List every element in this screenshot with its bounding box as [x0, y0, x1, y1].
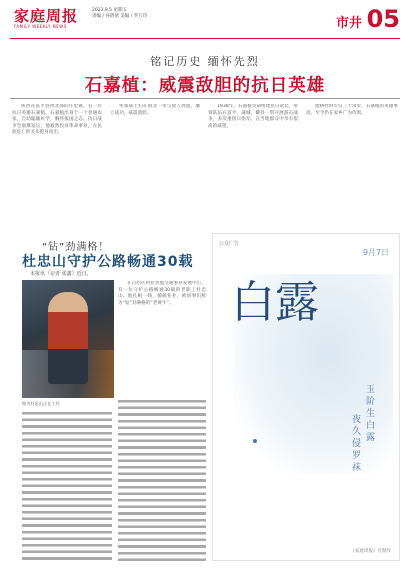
- page-number: 05: [366, 5, 400, 33]
- article2-column-3: [118, 400, 206, 562]
- photo-caption: 图为杜忠山正在工作: [22, 401, 60, 406]
- worker-figure: [48, 292, 88, 384]
- article1-column-4: 他牺牲时年仅三十余岁。石嘉植的英雄事迹，至今仍在家乡广为传颂。: [306, 104, 398, 116]
- bailu-poster: [212, 233, 400, 561]
- poster-date: 9月7日: [362, 248, 389, 257]
- masthead-rule: [10, 38, 400, 39]
- issue-meta: [92, 8, 147, 20]
- poster-dot-decoration: [253, 439, 257, 443]
- article1-column-2: 率领战士们在渭北一带与敌人周旋，屡立战功，威震敌胆。: [110, 104, 200, 116]
- masthead: [0, 0, 410, 44]
- article2-headline[interactable]: 杜忠山守护公路畅通30载: [22, 254, 194, 270]
- article1-rule: [10, 98, 400, 99]
- article1-column-3: 1938年，石嘉植受命组建抗日武装，带领队伍在富平、蒲城、耀县一带开展游击战争，多次重创日伪军，在当地群众中享有很高的威望。: [208, 104, 298, 129]
- article1-headline[interactable]: 石嘉植：威震敌胆的抗日英雄: [84, 76, 326, 96]
- poster-brand: 公众广告: [219, 241, 240, 247]
- newspaper-logo-subtitle: FAMILY WEEKLY NEWS: [14, 24, 67, 29]
- worker-photo[interactable]: [22, 280, 114, 398]
- poster-verse-line-1: 玉阶生白露: [364, 384, 374, 444]
- article2-kicker: “钻”劲满格！: [42, 242, 110, 253]
- issue-editors: 责编 / 孙倩倩 美编 / 罗万玲: [92, 14, 148, 19]
- article1-column-1: 陕西省富平县西北部的庄里镇，有一位抗日英雄石嘉植。石嘉植出身于一个普通农家，自幼聪颖好学，胸怀报国之志。抗日战争全面爆发后，他毅然投身革命事业，在民族危亡的关头挺身而出，: [12, 104, 102, 136]
- issue-date: 2023.9.5 星期五: [92, 8, 127, 13]
- poster-credit: 《家庭周报》社制作: [350, 549, 391, 554]
- article2-lead-column: 在自治区阿拉善盟交通事业发展中心，有一位守护公路畅通30载的老职工杜忠山。他扎根一线，兢兢业业，被同事们称为“钻”劲满格的“老黄牛”。: [118, 281, 206, 306]
- article1-kicker: 铭记历史 缅怀先烈: [150, 55, 260, 68]
- article2-byline: 本报讯（记者 张鑫）近日，: [30, 271, 92, 277]
- poster-big-title: 白露: [231, 277, 319, 328]
- newspaper-logo[interactable]: 家庭周报: [14, 7, 79, 25]
- article2-column-2: [22, 412, 112, 562]
- poster-verse-line-2: 夜久侵罗袜: [350, 414, 360, 474]
- section-name: 市井: [335, 16, 362, 31]
